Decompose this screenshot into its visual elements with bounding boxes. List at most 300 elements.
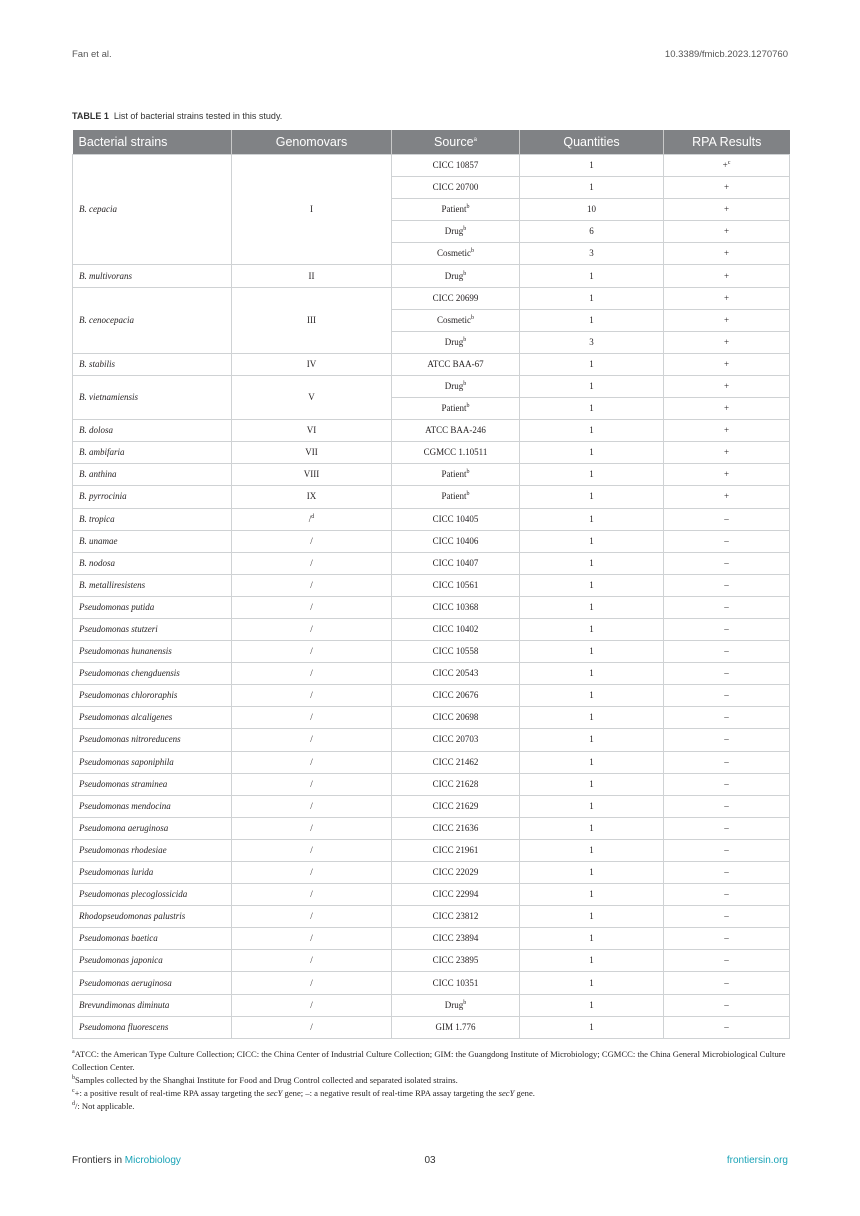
source-value: CICC 21628 xyxy=(432,778,479,789)
source-value: CICC 10558 xyxy=(432,646,479,657)
rpa-result-value: – xyxy=(724,867,729,878)
genomovar-value: / xyxy=(310,535,313,546)
genomovar-value: V xyxy=(308,392,315,403)
rpa-result-value: + xyxy=(723,491,730,502)
source-cell xyxy=(392,751,520,773)
quantity-cell: 1 xyxy=(520,817,664,839)
source-value: CGMCC 1.10511 xyxy=(423,447,488,458)
genomovar-cell xyxy=(232,287,392,353)
footnote-marker: a xyxy=(473,136,477,143)
strain-name-cell: Pseudomonas putida xyxy=(73,596,232,618)
table-row xyxy=(73,795,790,817)
footer-journal-name: Microbiology xyxy=(124,1155,181,1166)
strain-name-cell: Pseudomonas lurida xyxy=(73,862,232,884)
table-row xyxy=(73,442,790,464)
strain-name-cell: Pseudomonas aeruginosa xyxy=(73,972,232,994)
table-header-row xyxy=(73,130,790,155)
source-value: CICC 21462 xyxy=(432,756,479,767)
quantity-cell: 1 xyxy=(520,773,664,795)
rpa-result-value: + xyxy=(723,248,730,259)
genomovar-value: / xyxy=(310,822,313,833)
rpa-result-cell xyxy=(664,707,790,729)
genomovar-value: VIII xyxy=(303,469,320,480)
strain-name-cell: B. ambifaria xyxy=(73,442,232,464)
strain-name-cell: B. multivorans xyxy=(73,265,232,287)
table-row xyxy=(73,596,790,618)
table-row xyxy=(73,751,790,773)
footnote-marker: d xyxy=(311,513,315,520)
rpa-result-cell xyxy=(664,221,790,243)
column-header-quantities: Quantities xyxy=(520,130,664,155)
rpa-result-value: – xyxy=(724,646,729,657)
rpa-result-cell xyxy=(664,574,790,596)
quantity-cell: 1 xyxy=(520,309,664,331)
rpa-result-cell xyxy=(664,155,790,177)
table-row xyxy=(73,155,790,177)
rpa-result-cell xyxy=(664,950,790,972)
rpa-result-cell xyxy=(664,442,790,464)
genomovar-cell xyxy=(232,950,392,972)
rpa-result-value: – xyxy=(724,889,729,900)
strain-name-cell: Pseudomonas chengduensis xyxy=(73,663,232,685)
source-value: Patient xyxy=(441,469,467,480)
quantity-cell: 1 xyxy=(520,552,664,574)
rpa-result-value: – xyxy=(724,668,729,679)
rpa-result-value: – xyxy=(724,579,729,590)
rpa-result-value: + xyxy=(723,292,730,303)
rpa-result-cell xyxy=(664,839,790,861)
strain-name-cell: Pseudomonas mendocina xyxy=(73,795,232,817)
strain-name-cell: Pseudomonas alcaligenes xyxy=(73,707,232,729)
source-cell xyxy=(392,641,520,663)
strain-name-cell: Pseudomona aeruginosa xyxy=(73,817,232,839)
genomovar-value: / xyxy=(310,889,313,900)
table-body xyxy=(73,155,790,1039)
genomovar-cell xyxy=(232,707,392,729)
genomovar-cell xyxy=(232,685,392,707)
source-value: CICC 10561 xyxy=(432,579,479,590)
source-value: Drug xyxy=(444,270,464,281)
genomovar-cell xyxy=(232,751,392,773)
strain-name-cell: B. pyrrocinia xyxy=(73,486,232,508)
quantity-cell: 1 xyxy=(520,375,664,397)
footnote-marker: b xyxy=(466,403,470,410)
table-row xyxy=(73,420,790,442)
strain-name-cell: Pseudomonas saponiphila xyxy=(73,751,232,773)
source-value: CICC 22994 xyxy=(432,889,479,900)
source-cell xyxy=(392,950,520,972)
genomovar-cell xyxy=(232,508,392,530)
table-row xyxy=(73,994,790,1016)
strain-name-cell: B. nodosa xyxy=(73,552,232,574)
rpa-result-cell xyxy=(664,751,790,773)
rpa-result-value: + xyxy=(723,425,730,436)
rpa-result-cell xyxy=(664,243,790,265)
rpa-result-cell xyxy=(664,641,790,663)
genomovar-value: / xyxy=(310,977,313,988)
genomovar-value: / xyxy=(310,668,313,679)
source-value: CICC 20698 xyxy=(432,712,479,723)
table-row xyxy=(73,552,790,574)
quantity-cell: 1 xyxy=(520,685,664,707)
source-cell xyxy=(392,862,520,884)
bacterial-strains-table xyxy=(72,130,790,1039)
source-cell xyxy=(392,309,520,331)
source-cell xyxy=(392,928,520,950)
rpa-result-value: + xyxy=(723,226,730,237)
column-header-rpa-results: RPA Results xyxy=(664,130,790,155)
rpa-result-value: + xyxy=(723,314,730,325)
genomovar-cell xyxy=(232,442,392,464)
table-row xyxy=(73,928,790,950)
quantity-cell: 1 xyxy=(520,420,664,442)
table-row xyxy=(73,641,790,663)
rpa-result-cell xyxy=(664,884,790,906)
table-row xyxy=(73,530,790,552)
footnote-marker: b xyxy=(463,270,467,277)
quantity-cell: 1 xyxy=(520,486,664,508)
source-cell xyxy=(392,177,520,199)
column-header-source-label: Source xyxy=(434,135,474,149)
rpa-result-value: – xyxy=(724,933,729,944)
rpa-result-cell xyxy=(664,508,790,530)
footnote-marker: b xyxy=(466,491,470,498)
footnote-a: $^a$ATCC: the American Type Culture Collection; CICC: the China Center of Industrial Culture Collection; GIM: the Guangdong Institute of Microbiology; CGMCC: the China General Microbiological Culture Collection Center. xyxy=(72,1049,786,1072)
strain-name-cell: B. tropica xyxy=(73,508,232,530)
source-value: CICC 20703 xyxy=(432,734,479,745)
quantity-cell: 1 xyxy=(520,1016,664,1038)
quantity-cell: 1 xyxy=(520,265,664,287)
table-row xyxy=(73,817,790,839)
rpa-result-cell xyxy=(664,906,790,928)
quantity-cell: 1 xyxy=(520,530,664,552)
quantity-cell: 1 xyxy=(520,464,664,486)
table-row xyxy=(73,375,790,397)
rpa-result-cell xyxy=(664,729,790,751)
genomovar-value: / xyxy=(310,601,313,612)
source-cell xyxy=(392,420,520,442)
quantity-cell: 1 xyxy=(520,729,664,751)
quantity-cell: 3 xyxy=(520,243,664,265)
source-value: CICC 23895 xyxy=(432,955,479,966)
source-cell xyxy=(392,817,520,839)
quantity-cell: 1 xyxy=(520,707,664,729)
genomovar-cell xyxy=(232,884,392,906)
source-cell xyxy=(392,906,520,928)
source-value: CICC 21636 xyxy=(432,822,479,833)
table-row xyxy=(73,972,790,994)
quantity-cell: 1 xyxy=(520,353,664,375)
genomovar-cell xyxy=(232,618,392,640)
strain-name-cell: B. unamae xyxy=(73,530,232,552)
source-cell xyxy=(392,331,520,353)
rpa-result-value: + xyxy=(723,182,730,193)
genomovar-value: / xyxy=(310,933,313,944)
source-cell xyxy=(392,243,520,265)
source-value: Drug xyxy=(444,999,464,1010)
footer-website-link[interactable]: frontiersin.org xyxy=(726,1155,788,1166)
quantity-cell: 1 xyxy=(520,574,664,596)
quantity-cell: 1 xyxy=(520,906,664,928)
genomovar-cell xyxy=(232,729,392,751)
genomovar-value: / xyxy=(310,778,313,789)
rpa-result-value: – xyxy=(724,844,729,855)
genomovar-value: / xyxy=(310,646,313,657)
table-row xyxy=(73,486,790,508)
genomovar-value: I xyxy=(310,204,313,215)
table-row xyxy=(73,685,790,707)
strain-name-cell: Pseudomonas plecoglossicida xyxy=(73,884,232,906)
rpa-result-cell xyxy=(664,353,790,375)
rpa-result-value: – xyxy=(724,822,729,833)
rpa-result-value: – xyxy=(724,1021,729,1032)
genomovar-value: / xyxy=(310,844,313,855)
genomovar-cell xyxy=(232,1016,392,1038)
quantity-cell: 1 xyxy=(520,177,664,199)
footnote-marker: b xyxy=(463,380,467,387)
rpa-result-cell xyxy=(664,177,790,199)
rpa-result-cell xyxy=(664,1016,790,1038)
rpa-result-cell xyxy=(664,309,790,331)
genomovar-cell xyxy=(232,928,392,950)
strain-name-cell: B. metalliresistens xyxy=(73,574,232,596)
quantity-cell: 1 xyxy=(520,287,664,309)
rpa-result-cell xyxy=(664,486,790,508)
source-value: CICC 10406 xyxy=(432,535,479,546)
source-cell xyxy=(392,1016,520,1038)
footnote-marker: b xyxy=(471,248,474,255)
footnote-d: $^d$/: Not applicable. xyxy=(72,1101,135,1111)
rpa-result-value: + xyxy=(723,358,730,369)
footnote-c: $^c$+: a positive result of real-time RPA assay targeting the secY gene; –: a negative result of real-time RPA assay targeting the secY gene. xyxy=(72,1088,535,1098)
genomovar-value: / xyxy=(310,624,313,635)
quantity-cell: 1 xyxy=(520,508,664,530)
source-cell xyxy=(392,265,520,287)
quantity-cell: 1 xyxy=(520,596,664,618)
rpa-result-value: + xyxy=(723,380,730,391)
column-header-genomovars: Genomovars xyxy=(232,130,392,155)
genomovar-value: / xyxy=(310,690,313,701)
quantity-cell: 1 xyxy=(520,839,664,861)
source-value: ATCC BAA-67 xyxy=(427,358,484,369)
genomovar-cell xyxy=(232,552,392,574)
source-value: CICC 21961 xyxy=(432,844,479,855)
rpa-result-cell xyxy=(664,530,790,552)
strain-name-cell: Pseudomonas japonica xyxy=(73,950,232,972)
source-value: CICC 22029 xyxy=(432,867,479,878)
genomovar-cell xyxy=(232,530,392,552)
table-row xyxy=(73,906,790,928)
genomovar-cell xyxy=(232,906,392,928)
strain-name-cell: Pseudomonas straminea xyxy=(73,773,232,795)
rpa-result-cell xyxy=(664,817,790,839)
rpa-result-value: + xyxy=(723,336,730,347)
source-cell xyxy=(392,508,520,530)
source-value: CICC 20700 xyxy=(432,182,479,193)
table-row xyxy=(73,773,790,795)
strain-name-cell: Pseudomonas chlororaphis xyxy=(73,685,232,707)
quantity-cell: 1 xyxy=(520,641,664,663)
quantity-cell: 1 xyxy=(520,928,664,950)
rpa-result-cell xyxy=(664,398,790,420)
source-value: CICC 10351 xyxy=(432,977,479,988)
source-value: Drug xyxy=(444,336,464,347)
quantity-cell: 1 xyxy=(520,884,664,906)
rpa-result-cell xyxy=(664,618,790,640)
rpa-result-cell xyxy=(664,331,790,353)
footnote-marker: b xyxy=(463,226,467,233)
genomovar-value: / xyxy=(310,911,313,922)
source-cell xyxy=(392,398,520,420)
rpa-result-cell xyxy=(664,862,790,884)
source-cell xyxy=(392,618,520,640)
quantity-cell: 1 xyxy=(520,663,664,685)
quantity-cell: 1 xyxy=(520,618,664,640)
source-cell xyxy=(392,839,520,861)
strain-name-cell: B. vietnamiensis xyxy=(73,375,232,419)
footer-journal: Frontiers in Microbiology xyxy=(72,1155,181,1166)
rpa-result-value: + xyxy=(723,469,730,480)
genomovar-cell xyxy=(232,817,392,839)
source-value: Patient xyxy=(441,403,467,414)
quantity-cell: 1 xyxy=(520,795,664,817)
genomovar-value: VI xyxy=(306,425,317,436)
footnote-marker: b xyxy=(463,999,467,1006)
rpa-result-value: – xyxy=(724,624,729,635)
source-value: CICC 20676 xyxy=(432,690,479,701)
genomovar-cell xyxy=(232,994,392,1016)
table-row xyxy=(73,287,790,309)
quantity-cell: 3 xyxy=(520,331,664,353)
source-value: ATCC BAA-246 xyxy=(425,425,486,436)
table-row xyxy=(73,618,790,640)
source-value: CICC 10405 xyxy=(432,513,479,524)
source-cell xyxy=(392,795,520,817)
genomovar-cell xyxy=(232,773,392,795)
rpa-result-value: – xyxy=(724,911,729,922)
source-value: CICC 10402 xyxy=(432,624,479,635)
table-row xyxy=(73,574,790,596)
table-row xyxy=(73,884,790,906)
footnote-marker: b xyxy=(463,336,467,343)
genomovar-cell xyxy=(232,353,392,375)
rpa-result-cell xyxy=(664,773,790,795)
rpa-result-value: + xyxy=(723,447,730,458)
quantity-cell: 1 xyxy=(520,442,664,464)
table-label: TABLE 1 xyxy=(72,111,109,121)
quantity-cell: 6 xyxy=(520,221,664,243)
source-value: Patient xyxy=(441,491,467,502)
footnote-marker: b xyxy=(466,204,470,211)
rpa-result-cell xyxy=(664,685,790,707)
table-row xyxy=(73,1016,790,1038)
source-value: CICC 23894 xyxy=(432,933,479,944)
strain-name-cell: Rhodopseudomonas palustris xyxy=(73,906,232,928)
running-header-authors: Fan et al. xyxy=(72,49,112,60)
source-cell xyxy=(392,442,520,464)
rpa-result-cell xyxy=(664,265,790,287)
rpa-result-value: – xyxy=(724,712,729,723)
rpa-result-value: – xyxy=(724,800,729,811)
source-cell xyxy=(392,596,520,618)
genomovar-cell xyxy=(232,862,392,884)
quantity-cell: 1 xyxy=(520,155,664,177)
rpa-result-cell xyxy=(664,663,790,685)
source-cell xyxy=(392,685,520,707)
source-value: CICC 21629 xyxy=(432,800,479,811)
table-caption xyxy=(72,111,282,121)
rpa-result-value: – xyxy=(724,955,729,966)
genomovar-value: / xyxy=(310,756,313,767)
table-row xyxy=(73,729,790,751)
strain-name-cell: Pseudomonas nitroreducens xyxy=(73,729,232,751)
running-header-doi: 10.3389/fmicb.2023.1270760 xyxy=(664,49,788,60)
table-row xyxy=(73,508,790,530)
rpa-result-value: + xyxy=(723,403,730,414)
page-number: 03 xyxy=(424,1155,436,1166)
source-value: GIM 1.776 xyxy=(435,1021,476,1032)
rpa-result-value: + xyxy=(723,204,730,215)
genomovar-cell xyxy=(232,972,392,994)
rpa-result-value: – xyxy=(724,778,729,789)
strain-name-cell: Brevundimonas diminuta xyxy=(73,994,232,1016)
genomovar-value: / xyxy=(310,712,313,723)
source-cell xyxy=(392,221,520,243)
source-value: CICC 10368 xyxy=(432,601,479,612)
genomovar-cell xyxy=(232,486,392,508)
strain-name-cell: Pseudomonas baetica xyxy=(73,928,232,950)
genomovar-cell xyxy=(232,464,392,486)
source-cell xyxy=(392,486,520,508)
rpa-result-value: – xyxy=(724,690,729,701)
rpa-result-cell xyxy=(664,420,790,442)
column-header-strains: Bacterial strains xyxy=(73,130,232,155)
source-cell xyxy=(392,884,520,906)
strain-name-cell: Pseudomonas rhodesiae xyxy=(73,839,232,861)
quantity-cell: 1 xyxy=(520,862,664,884)
source-cell xyxy=(392,287,520,309)
source-value: CICC 20543 xyxy=(432,668,479,679)
genomovar-value: III xyxy=(307,314,316,325)
rpa-result-value: – xyxy=(724,999,729,1010)
rpa-result-value: – xyxy=(724,557,729,568)
quantity-cell: 1 xyxy=(520,751,664,773)
genomovar-value: / xyxy=(308,513,312,524)
source-cell xyxy=(392,663,520,685)
column-header-source xyxy=(392,130,520,155)
rpa-result-value: – xyxy=(724,535,729,546)
strain-name-cell: B. stabilis xyxy=(73,353,232,375)
rpa-result-value: + xyxy=(723,270,730,281)
rpa-result-cell xyxy=(664,972,790,994)
source-cell xyxy=(392,464,520,486)
table-row xyxy=(73,862,790,884)
source-value: CICC 20699 xyxy=(432,292,479,303)
source-cell xyxy=(392,972,520,994)
source-cell xyxy=(392,199,520,221)
rpa-result-cell xyxy=(664,199,790,221)
genomovar-cell xyxy=(232,641,392,663)
strain-name-cell: B. dolosa xyxy=(73,420,232,442)
source-cell xyxy=(392,155,520,177)
genomovar-cell xyxy=(232,265,392,287)
table-title: List of bacterial strains tested in this study. xyxy=(113,111,283,121)
source-cell xyxy=(392,530,520,552)
source-value: Drug xyxy=(444,380,464,391)
quantity-cell: 1 xyxy=(520,972,664,994)
source-value: CICC 10407 xyxy=(432,557,479,568)
footnote-marker: b xyxy=(466,469,470,476)
